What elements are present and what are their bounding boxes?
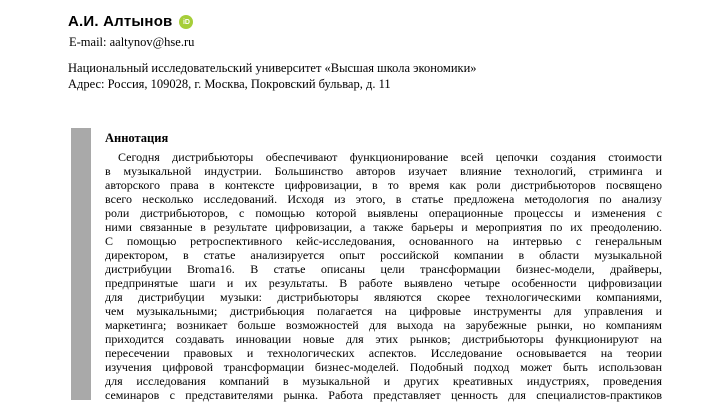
affiliation: Национальный исследовательский университет «Высшая школа экономики»	[68, 61, 477, 75]
orcid-icon[interactable]	[179, 15, 193, 29]
abstract-heading: Аннотация	[105, 131, 169, 145]
abstract-section	[105, 128, 662, 402]
abstract-line: пересечении правовых и технологических аспектов. Исследование основывается на теории	[105, 346, 662, 360]
abstract-line: всего несколько исследований. Исходя из этого, в статье предложена методология по анализу	[105, 192, 662, 206]
abstract-line: для исследования компаний в музыкальной и других креативных индустриях, проведения	[105, 374, 662, 388]
abstract-line: ними связанные в результате цифровизации, а также барьеры и мероприятия по их преодолению.	[105, 220, 662, 234]
abstract-line: изучения цифровой трансформации бизнес-моделей. Подобный подход может быть использован	[105, 360, 662, 374]
abstract-line: чем музыкальными; дистрибьюция полагается на цифровые инструменты для управления и	[105, 304, 662, 318]
abstract-line: для дистрибуции музыки: дистрибьюторы являются скорее технологическими компаниями,	[105, 290, 662, 304]
author-name: А.И. Алтынов	[68, 13, 173, 30]
affiliation-block	[68, 61, 477, 92]
author-email: E-mail: aaltynov@hse.ru	[69, 35, 195, 49]
abstract-line: предпринятые шаги и их результаты. В работе выявлено четыре особенности цифровизации	[105, 276, 662, 290]
author-header	[68, 13, 193, 31]
abstract-line: директором, в статье анализируется опыт российской компании в области музыкальной	[105, 248, 662, 262]
abstract-line: роли дистрибьюторов, с помощью которой выявлены операционные процессы и изменения с	[105, 206, 662, 220]
abstract-line: авторского права в контексте цифровизации, в то время как роли дистрибьюторов посвящено	[105, 178, 662, 192]
address: Адрес: Россия, 109028, г. Москва, Покровский бульвар, д. 11	[68, 76, 391, 91]
abstract-line: семинаров с представителями рынка. Работа представляет ценность для специалистов-практиков	[105, 388, 662, 402]
abstract-accent-bar	[71, 128, 91, 400]
abstract-line: С помощью ретроспективного кейс-исследования, основанного на интервью с генеральным	[105, 234, 662, 248]
abstract-line: в музыкальной индустрии. Большинство авторов изучает влияние технологий, стриминга и	[105, 164, 662, 178]
abstract-line: приходится создавать инновации новые для этих рынков; дистрибьюторы функционируют на	[105, 332, 662, 346]
abstract-line: Сегодня дистрибьюторы обеспечивают функционирование всей цепочки создания стоимости	[118, 150, 662, 164]
abstract-line: маркетинга; возникает больше возможностей для выхода на зарубежные рынки, но компаниям	[105, 318, 662, 332]
orcid-icon-label: iD	[182, 18, 190, 26]
abstract-line: дистрибуции Broma16. В статье описаны цели трансформации бизнес-модели, драйверы,	[105, 262, 662, 276]
